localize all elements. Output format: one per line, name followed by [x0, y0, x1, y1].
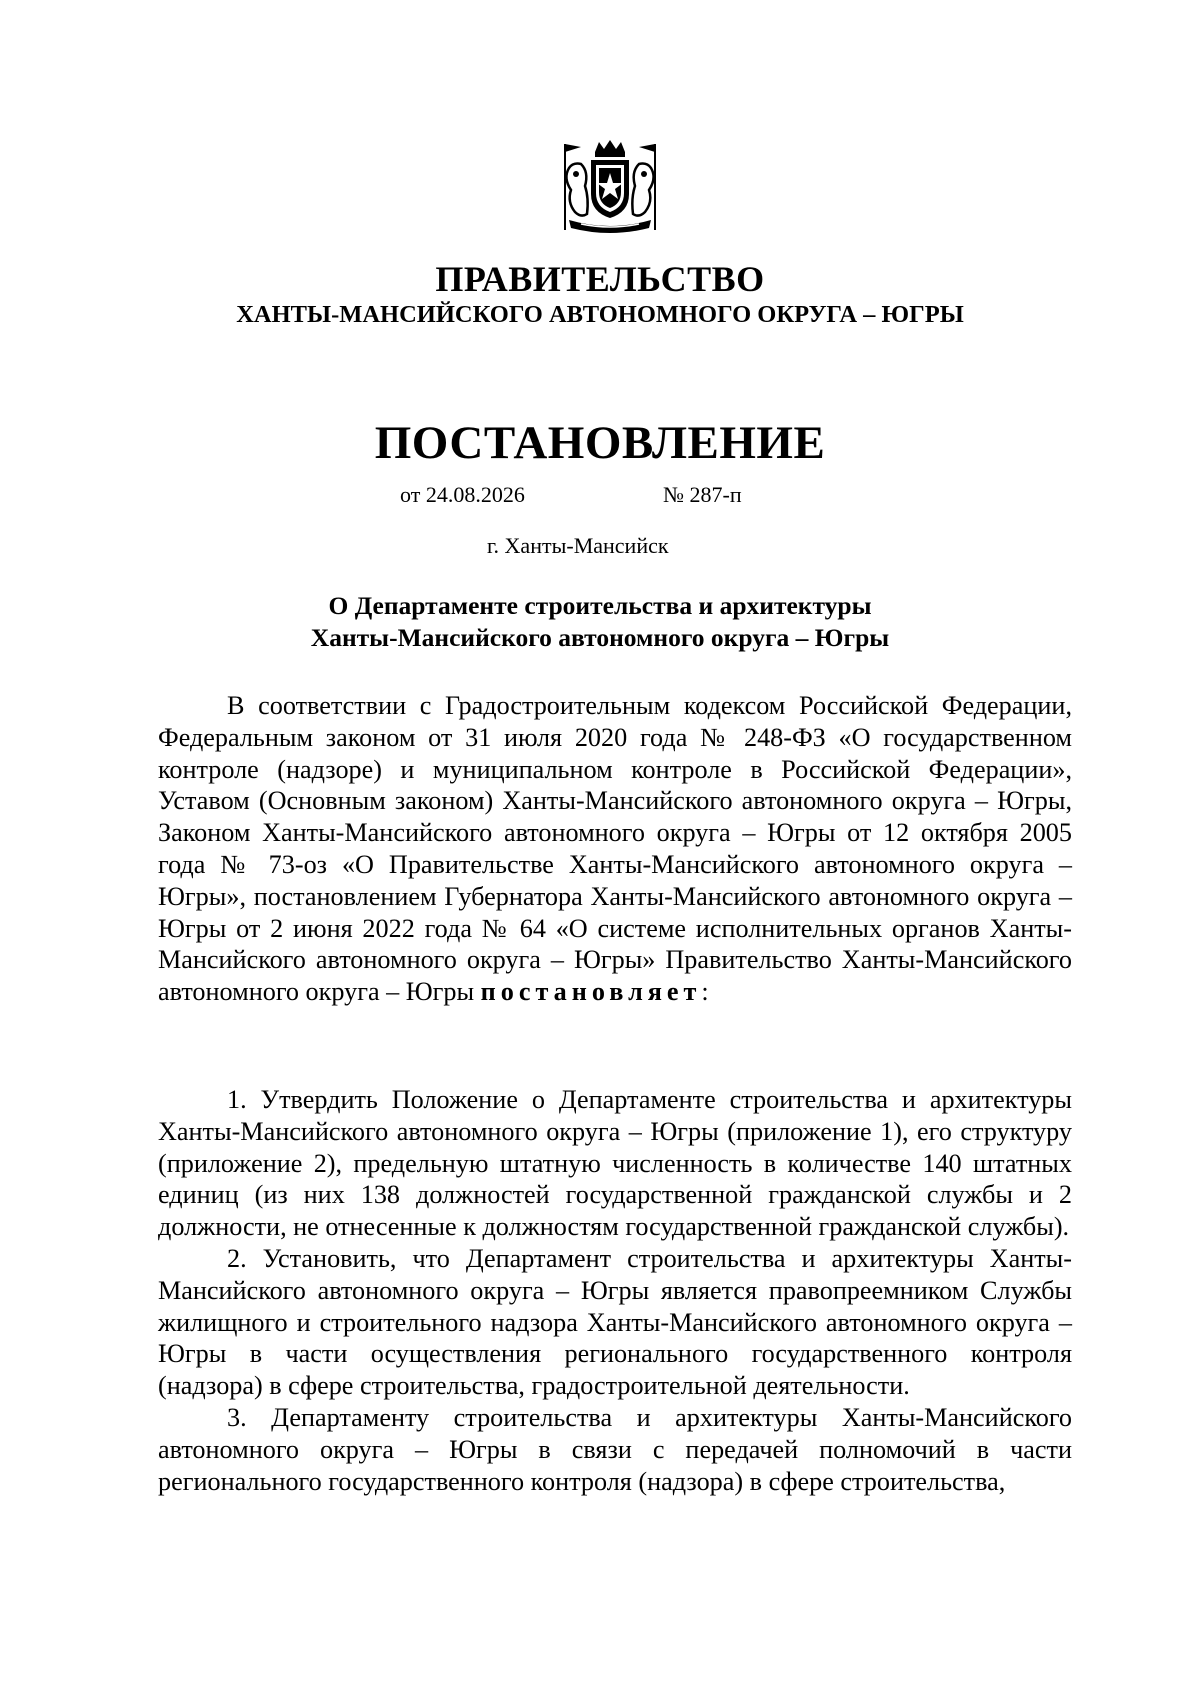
document-number: № 287-п — [663, 482, 742, 507]
resolution-items — [158, 1084, 1072, 1497]
subject-line-1: О Департаменте строительства и архитектуры — [328, 591, 872, 620]
coat-of-arms-icon — [551, 138, 669, 238]
preamble-colon: : — [701, 977, 709, 1007]
item-3: 3. Департаменту строительства и архитектуры Ханты-Мансийского автономного округа – Югры в связи с передачей полномочий в части регионального государственного контроля (надзора) в сфере строительства, — [158, 1402, 1072, 1496]
preamble — [158, 690, 1072, 1008]
document-city: г. Ханты-Мансийск — [487, 533, 669, 558]
resolves-word: постановляет — [480, 977, 702, 1007]
document-subject — [0, 590, 1200, 654]
preamble-text: В соответствии с Градостроительным кодексом Российской Федерации, Федеральным законом от 31 июля 2020 года № 248-ФЗ «О государственном контроле (надзоре) и муниципальном контроле в Российской Федерации», Уставом (Основным законом) Ханты-Мансийского автономного округа – Югры, Законом Ханты-Мансийского автономного округа – Югры от 12 октября 2005 года № 73-оз «О Правительстве Ханты-Мансийского автономного округа – Югры», постановлением Губернатора Ханты-Мансийского автономного округа – Югры от 2 июня 2022 года № 64 «О системе исполнительных органов Ханты-Мансийского автономного округа – Югры» Правительство Ханты-Мансийского автономного округа – Югры — [158, 691, 1072, 1007]
document-type: ПОСТАНОВЛЕНИЕ — [374, 417, 826, 469]
government-title: ПРАВИТЕЛЬСТВО — [435, 259, 765, 299]
item-1: 1. Утвердить Положение о Департаменте строительства и архитектуры Ханты-Мансийского автономного округа – Югры (приложение 1), его структуру (приложение 2), предельную штатную численность в количестве 140 штатных единиц (из них 138 должностей государственной гражданской службы и 2 должности, не отнесенные к должностям государственной гражданской службы). — [158, 1085, 1072, 1242]
item-2: 2. Установить, что Департамент строительства и архитектуры Ханты-Мансийского автономного округа – Югры является правопреемником Службы жилищного и строительного надзора Ханты-Мансийского автономного округа – Югры в части осуществления регионального государственного контроля (надзора) в сфере строительства, градостроительной деятельности. — [158, 1243, 1072, 1401]
region-title: ХАНТЫ-МАНСИЙСКОГО АВТОНОМНОГО ОКРУГА – ЮГРЫ — [236, 301, 964, 328]
document-date: от 24.08.2026 — [400, 482, 525, 507]
preamble-paragraph — [158, 690, 1072, 1008]
subject-line-2: Ханты-Мансийского автономного округа – Югры — [310, 623, 890, 652]
